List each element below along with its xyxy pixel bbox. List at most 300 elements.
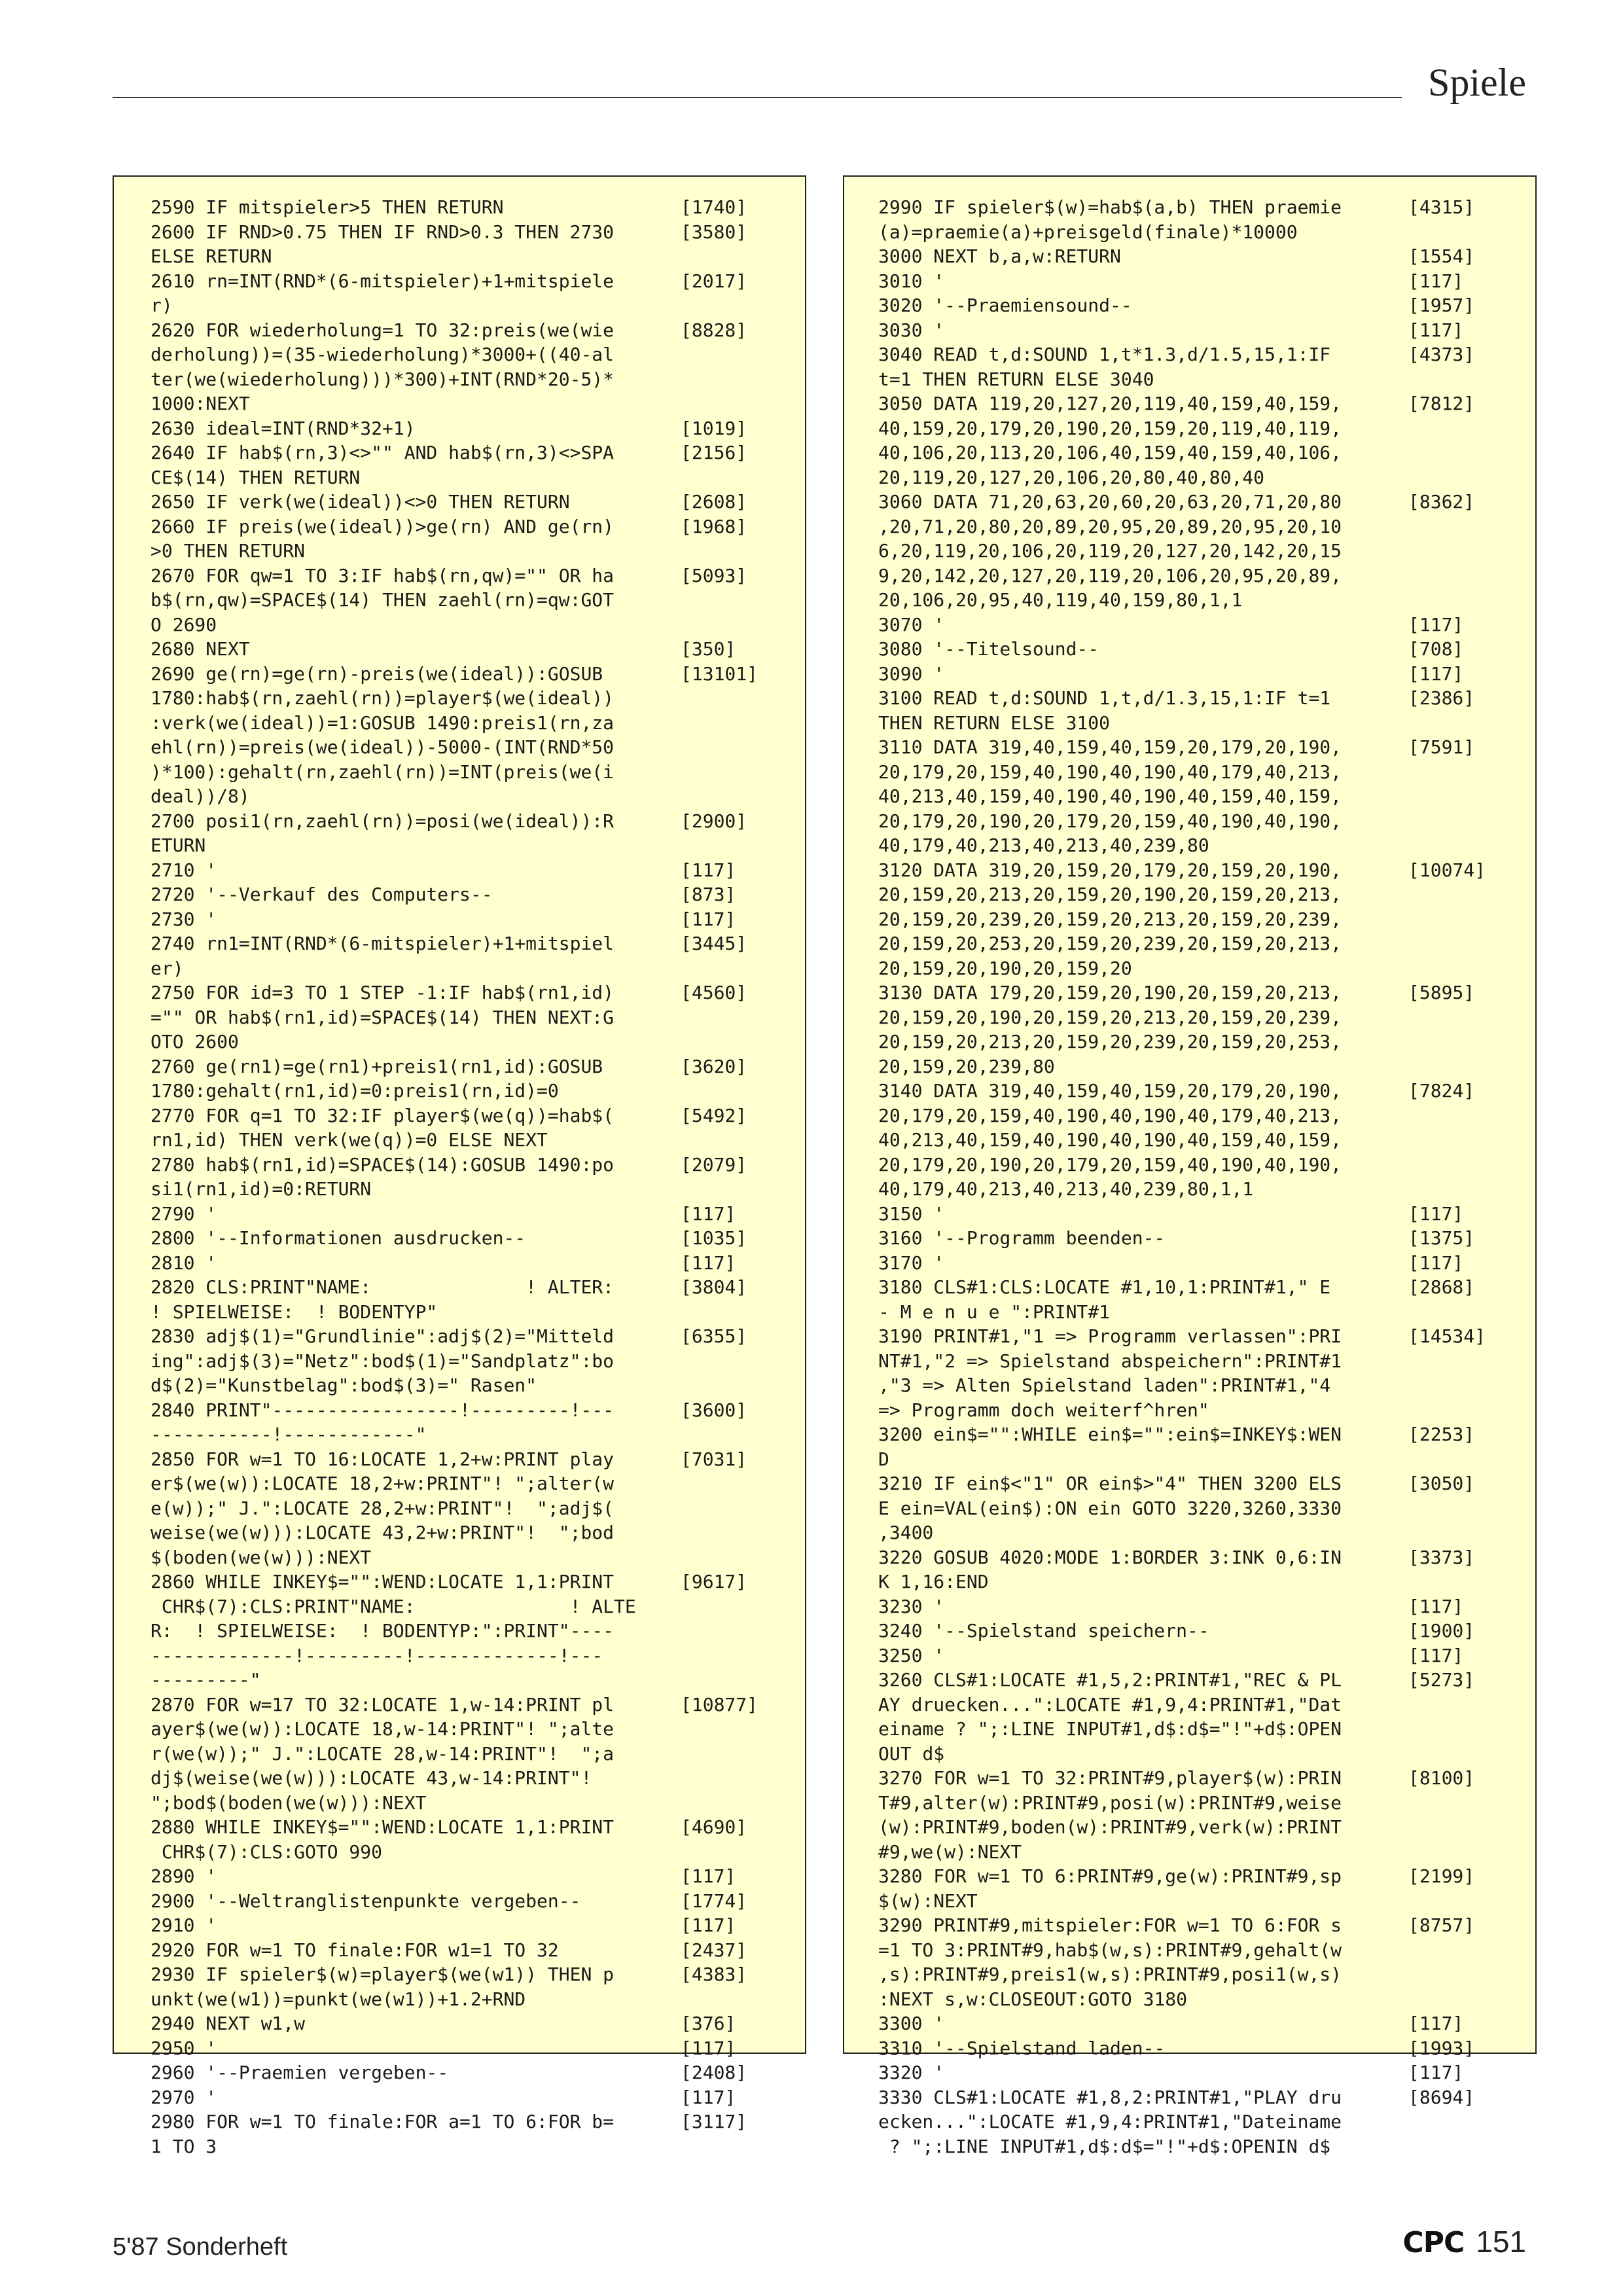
listing-line: [151, 1005, 785, 1030]
code-text: 20,159,20,253,20,159,20,239,20,159,20,213,: [878, 933, 1342, 954]
listing-line: [878, 882, 1513, 907]
listing-line: [151, 1226, 785, 1251]
listing-line: [878, 1766, 1513, 1791]
code-text: 3090 ': [878, 662, 945, 685]
code-text: ,"3 => Alten Spielstand laden":PRINT#1,"4: [878, 1374, 1331, 1396]
code-text: )*100):gehalt(rn,zaehl(rn))=INT(preis(we(i: [151, 761, 615, 783]
listing-line: [151, 1373, 785, 1398]
listing-line: [151, 1422, 785, 1447]
code-text: ! SPIELWEISE: ! BODENTYP": [151, 1300, 438, 1323]
listing-line: [878, 1030, 1513, 1054]
listing-line: [878, 1447, 1513, 1472]
checksum: [5492]: [681, 1104, 747, 1126]
listing-panel-right: [843, 175, 1537, 2157]
listing-line: [878, 1373, 1513, 1398]
code-text: 1780:hab$(rn,zaehl(rn))=player$(we(ideal)): [151, 687, 615, 709]
code-text: 3260 CLS#1:LOCATE #1,5,2:PRINT#1,"REC & PL: [878, 1669, 1342, 1691]
listing-line: [151, 784, 785, 809]
listing-line: [878, 1005, 1513, 1030]
listing-line: [878, 539, 1513, 564]
checksum: [708]: [1408, 638, 1464, 660]
listing-line: [878, 980, 1513, 1005]
code-text: 3210 IF ein$<"1" OR ein$>"4" THEN 3200 ELS: [878, 1473, 1342, 1494]
listing-line: [878, 1520, 1513, 1545]
code-text: 2850 FOR w=1 TO 16:LOCATE 1,2+w:PRINT play: [151, 1448, 615, 1470]
listing-line: [878, 1962, 1513, 1987]
checksum: [8757]: [1408, 1914, 1475, 1936]
listing-line: [878, 588, 1513, 613]
code-text: 20,106,20,95,40,119,40,159,80,1,1: [878, 589, 1243, 611]
listing-line: [878, 1815, 1513, 1840]
listing-line: [151, 1177, 785, 1202]
listing-line: [878, 1300, 1513, 1325]
checksum: [4560]: [681, 982, 747, 1003]
listing-line: [151, 1275, 785, 1300]
listing-line: [878, 1177, 1513, 1202]
page-number: 151: [1476, 2225, 1526, 2259]
code-text: OUT d$: [878, 1742, 945, 1765]
listing-line: [151, 760, 785, 785]
checksum: [5895]: [1408, 982, 1475, 1003]
code-text: K 1,16:END: [878, 1571, 989, 1592]
listing-line: [878, 220, 1513, 245]
code-text: 20,159,20,190,20,159,20,213,20,159,20,239,: [878, 1006, 1342, 1028]
listing-line: [878, 662, 1513, 687]
code-text: 3140 DATA 319,40,159,40,159,20,179,20,190,: [878, 1080, 1342, 1102]
checksum: [117]: [1408, 319, 1464, 341]
code-text: ";bod$(boden(we(w))):NEXT: [151, 1791, 427, 1814]
listing-line: [151, 490, 785, 514]
code-text: 2910 ': [151, 1914, 217, 1936]
listing-line: [151, 1153, 785, 1177]
code-text: 3070 ': [878, 613, 945, 636]
listing-line: [151, 564, 785, 588]
listing-line: [151, 440, 785, 465]
listing-line: [151, 1889, 785, 1914]
checksum: [1375]: [1408, 1227, 1475, 1249]
listing-line: [878, 637, 1513, 662]
listing-line: [878, 760, 1513, 785]
code-text: ,20,71,20,80,20,89,20,95,20,89,20,95,20,10: [878, 515, 1342, 537]
checksum: [117]: [1408, 1251, 1464, 1274]
code-text: 3290 PRINT#9,mitspieler:FOR w=1 TO 6:FOR s: [878, 1914, 1342, 1936]
listing-line: [151, 367, 785, 392]
checksum: [6355]: [681, 1325, 747, 1347]
listing-line: [878, 367, 1513, 392]
listing-line: [151, 2109, 785, 2134]
listing-line: [878, 1471, 1513, 1496]
code-text: 3330 CLS#1:LOCATE #1,8,2:PRINT#1,"PLAY dru: [878, 2086, 1342, 2108]
checksum: [1900]: [1408, 1620, 1475, 1641]
listing-line: [151, 1030, 785, 1054]
checksum: [1774]: [681, 1890, 747, 1912]
code-text: d$(2)="Kunstbelag":bod$(3)=" Rasen": [151, 1374, 537, 1396]
listing-line: [151, 269, 785, 294]
listing-line: [151, 1079, 785, 1103]
code-text: 3160 '--Programm beenden--: [878, 1227, 1166, 1249]
listing-line: [151, 1471, 785, 1496]
checksum: [3050]: [1408, 1473, 1475, 1494]
checksum: [1968]: [681, 515, 747, 537]
listing-line: [878, 465, 1513, 490]
listing-line: [878, 490, 1513, 514]
checksum: [117]: [1408, 2062, 1464, 2083]
listing-line: [878, 1398, 1513, 1423]
listing-line: [151, 1128, 785, 1153]
listing-line: [878, 711, 1513, 736]
listing-line: [151, 416, 785, 441]
code-text: 2760 ge(rn1)=ge(rn1)+preis1(rn1,id):GOSUB: [151, 1055, 603, 1077]
listing-line: [151, 1987, 785, 2012]
checksum: [117]: [681, 859, 736, 881]
code-text: 3150 ': [878, 1202, 945, 1225]
code-text: einame ? ";:LINE INPUT#1,d$:d$="!"+d$:OPEN: [878, 1718, 1342, 1740]
code-text: 2730 ': [151, 908, 217, 930]
code-text: 2780 hab$(rn1,id)=SPACE$(14):GOSUB 1490:po: [151, 1153, 615, 1175]
listing-line: [878, 2036, 1513, 2061]
checksum: [4690]: [681, 1816, 747, 1838]
checksum: [7591]: [1408, 736, 1475, 758]
code-text: deal))/8): [151, 785, 250, 807]
checksum: [7824]: [1408, 1080, 1475, 1102]
code-text: ehl(rn))=preis(we(ideal))-5000-(INT(RND*50: [151, 736, 615, 758]
listing-line: [878, 1349, 1513, 1374]
listing-line: [151, 1913, 785, 1938]
listing-line: [151, 1815, 785, 1840]
code-text: 3020 '--Praemiensound--: [878, 295, 1132, 316]
code-text: 3250 ': [878, 1644, 945, 1666]
code-text: 1000:NEXT: [151, 393, 250, 414]
listing-line: [878, 613, 1513, 637]
listing-line: [878, 564, 1513, 588]
code-text: 2660 IF preis(we(ideal))>ge(rn) AND ge(rn): [151, 515, 615, 537]
listing-line: [151, 1594, 785, 1619]
listing-line: [151, 2134, 785, 2159]
listing-line: [151, 195, 785, 220]
listing-line: [878, 1128, 1513, 1153]
cpc-logo: CPC: [1402, 2226, 1465, 2259]
code-text: 3050 DATA 119,20,127,20,119,40,159,40,159,: [878, 393, 1342, 414]
checksum: [117]: [1408, 270, 1464, 292]
checksum: [8828]: [681, 319, 747, 341]
code-text: 2800 '--Informationen ausdrucken--: [151, 1227, 526, 1249]
listing-line: [878, 318, 1513, 343]
listing-line: [878, 2134, 1513, 2159]
checksum: [8694]: [1408, 2086, 1475, 2108]
listing-line: [151, 735, 785, 760]
code-text: 20,179,20,190,20,179,20,159,40,190,40,190,: [878, 810, 1342, 832]
code-text: ---------": [151, 1669, 261, 1691]
listing-line: [151, 1962, 785, 1987]
checksum: [3445]: [681, 933, 747, 954]
checksum: [2437]: [681, 1939, 747, 1961]
listing-line: [151, 833, 785, 858]
code-text: 3240 '--Spielstand speichern--: [878, 1620, 1209, 1641]
listing-line: [151, 956, 785, 981]
code-text: 2820 CLS:PRINT"NAME: ! ALTER:: [151, 1276, 615, 1298]
checksum: [117]: [681, 2086, 736, 2108]
code-text: 3180 CLS#1:CLS:LOCATE #1,10,1:PRINT#1," E: [878, 1276, 1331, 1298]
listing-line: [878, 1496, 1513, 1521]
checksum: [2253]: [1408, 1424, 1475, 1445]
checksum: [2156]: [681, 442, 747, 463]
listing-line: [878, 1717, 1513, 1742]
listing-line: [878, 1570, 1513, 1594]
listing-line: [151, 318, 785, 343]
listing-line: [878, 1226, 1513, 1251]
code-text: 20,159,20,190,20,159,20: [878, 957, 1132, 979]
listing-line: [878, 735, 1513, 760]
code-text: 2840 PRINT"-----------------!---------!---: [151, 1399, 615, 1421]
listing-line: [878, 1693, 1513, 1717]
code-text: 2930 IF spieler$(w)=player$(we(w1)) THEN p: [151, 1964, 615, 1985]
listing-line: [151, 907, 785, 932]
code-text: 20,159,20,239,80: [878, 1055, 1055, 1077]
code-text: derholung))=(35-wiederholung)*3000+((40-al: [151, 344, 615, 365]
checksum: [117]: [681, 1865, 736, 1887]
listing-line: [151, 711, 785, 736]
checksum: [1035]: [681, 1227, 747, 1249]
checksum: [3600]: [681, 1399, 747, 1421]
listing-line: [151, 1693, 785, 1717]
listing-line: [878, 1202, 1513, 1227]
code-text: 2700 posi1(rn,zaehl(rn))=posi(we(ideal)):R: [151, 810, 615, 832]
code-text: 40,179,40,213,40,213,40,239,80: [878, 834, 1209, 856]
code-text: 2940 NEXT w1,w: [151, 2013, 306, 2034]
listing-line: [151, 465, 785, 490]
code-text: 2900 '--Weltranglistenpunkte vergeben--: [151, 1890, 581, 1912]
code-text: $(boden(we(w))):NEXT: [151, 1546, 372, 1568]
checksum: [5093]: [681, 564, 747, 586]
checksum: [8100]: [1408, 1767, 1475, 1789]
code-text: 2710 ': [151, 859, 217, 881]
code-text: 3120 DATA 319,20,159,20,179,20,159,20,190,: [878, 859, 1342, 881]
listing-panel-left: [113, 175, 806, 2157]
code-text: rn1,id) THEN verk(we(q))=0 ELSE NEXT: [151, 1129, 548, 1151]
code-text: 6,20,119,20,106,20,119,20,127,20,142,20,15: [878, 540, 1342, 562]
code-text: 40,213,40,159,40,190,40,190,40,159,40,159,: [878, 785, 1342, 807]
code-text: ETURN: [151, 834, 206, 856]
code-text: 3190 PRINT#1,"1 => Programm verlassen":PRI: [878, 1325, 1342, 1347]
code-text: 3230 ': [878, 1595, 945, 1617]
code-text: CHR$(7):CLS:PRINT"NAME: ! ALTE: [151, 1595, 636, 1617]
listing-line: [878, 1987, 1513, 2012]
code-text: 3010 ': [878, 270, 945, 292]
checksum: [117]: [1408, 662, 1464, 685]
listing-line: [878, 195, 1513, 220]
code-text: 2610 rn=INT(RND*(6-mitspieler)+1+mitspiele: [151, 270, 615, 292]
listing-line: [151, 980, 785, 1005]
listing-line: [878, 514, 1513, 539]
code-text: AY druecken...":LOCATE #1,9,4:PRINT#1,"Dat: [878, 1693, 1342, 1715]
checksum: [350]: [681, 638, 736, 660]
listing-line: [151, 1251, 785, 1276]
checksum: [7812]: [1408, 393, 1475, 414]
listing-line: [151, 514, 785, 539]
listing-line: [151, 1864, 785, 1889]
checksum: [2608]: [681, 491, 747, 512]
listing-line: [878, 269, 1513, 294]
code-text: er$(we(w)):LOCATE 18,2+w:PRINT"! ";alter(w: [151, 1473, 615, 1494]
listing-line: [878, 1864, 1513, 1889]
listing-line: [878, 2060, 1513, 2085]
code-text: t=1 THEN RETURN ELSE 3040: [878, 368, 1154, 390]
code-text: R: ! SPIELWEISE: ! BODENTYP:":PRINT"----: [151, 1620, 615, 1641]
code-text: 2740 rn1=INT(RND*(6-mitspieler)+1+mitspiel: [151, 933, 615, 954]
listing-line: [151, 1668, 785, 1693]
listing-line: [878, 1079, 1513, 1103]
code-text: 3000 NEXT b,a,w:RETURN: [878, 245, 1121, 267]
code-text: ,3400: [878, 1522, 934, 1543]
listing-line: [151, 1643, 785, 1668]
code-text: => Programm doch weiterf^hren": [878, 1399, 1209, 1421]
checksum: [117]: [1408, 1644, 1464, 1666]
checksum: [117]: [1408, 613, 1464, 636]
code-text: 3300 ': [878, 2013, 945, 2034]
listing-line: [151, 293, 785, 318]
code-text: :verk(we(ideal))=1:GOSUB 1490:preis1(rn,za: [151, 711, 615, 734]
listing-line: [151, 931, 785, 956]
code-text: 2770 FOR q=1 TO 32:IF player$(we(q))=hab$(: [151, 1104, 615, 1126]
code-text: ELSE RETURN: [151, 245, 272, 267]
issue-label: 5'87 Sonderheft: [113, 2233, 288, 2261]
code-text: ing":adj$(3)="Netz":bod$(1)="Sandplatz":bo: [151, 1350, 615, 1372]
code-text: 20,179,20,190,20,179,20,159,40,190,40,190,: [878, 1153, 1342, 1175]
checksum: [10074]: [1408, 859, 1486, 881]
listing-line: [878, 1594, 1513, 1619]
checksum: [2079]: [681, 1153, 747, 1175]
listing-line: [878, 2085, 1513, 2110]
code-text: 20,179,20,159,40,190,40,190,40,179,40,213,: [878, 1104, 1342, 1126]
listing-line: [151, 588, 785, 613]
checksum: [376]: [681, 2013, 736, 2034]
code-text: 2860 WHILE INKEY$="":WEND:LOCATE 1,1:PRINT: [151, 1571, 615, 1592]
listing-line: [878, 1103, 1513, 1128]
code-text: 2600 IF RND>0.75 THEN IF RND>0.3 THEN 2730: [151, 221, 615, 243]
checksum: [117]: [681, 1914, 736, 1936]
listing-line: [878, 2011, 1513, 2036]
code-text: ayer$(we(w)):LOCATE 18,w-14:PRINT"! ";alte: [151, 1718, 615, 1740]
code-text: 20,179,20,159,40,190,40,190,40,179,40,213,: [878, 761, 1342, 783]
code-text: r): [151, 295, 173, 316]
listing-line: [151, 1103, 785, 1128]
code-text: #9,we(w):NEXT: [878, 1840, 1022, 1863]
code-text: -----------!------------": [151, 1424, 427, 1445]
code-text: e(w));" J.":LOCATE 28,2+w:PRINT"! ";adj$(: [151, 1497, 615, 1519]
code-text: 2720 '--Verkauf des Computers--: [151, 884, 493, 905]
code-text: THEN RETURN ELSE 3100: [878, 711, 1111, 734]
listing-line: [151, 1742, 785, 1767]
listing-line: [151, 1324, 785, 1349]
listing-line: [878, 244, 1513, 269]
code-text: CHR$(7):CLS:GOTO 990: [151, 1840, 383, 1863]
listing-line: [151, 613, 785, 637]
code-text: D: [878, 1448, 889, 1470]
listing-line: [151, 1791, 785, 1816]
code-text: 3130 DATA 179,20,159,20,190,20,159,20,213,: [878, 982, 1342, 1003]
listing-line: [878, 440, 1513, 465]
code-text: (a)=praemie(a)+preisgeld(finale)*10000: [878, 221, 1298, 243]
listing-line: [878, 1619, 1513, 1643]
header-rule: [113, 97, 1402, 98]
code-text: (w):PRINT#9,boden(w):PRINT#9,verk(w):PRINT: [878, 1816, 1342, 1838]
code-text: E ein=VAL(ein$):ON ein GOTO 3220,3260,3330: [878, 1497, 1342, 1519]
listing-line: [151, 1349, 785, 1374]
code-listing-right: [878, 195, 1513, 2159]
footer-branding: [1402, 2224, 1526, 2259]
listing-line: [878, 833, 1513, 858]
code-text: 2990 IF spieler$(w)=hab$(a,b) THEN praemie: [878, 196, 1342, 218]
listing-line: [151, 1398, 785, 1423]
checksum: [3580]: [681, 221, 747, 243]
listing-line: [151, 1202, 785, 1227]
listing-line: [151, 1938, 785, 1963]
code-text: 3060 DATA 71,20,63,20,60,20,63,20,71,20,80: [878, 491, 1342, 512]
code-listing-left: [151, 195, 785, 2159]
listing-line: [151, 2085, 785, 2110]
code-text: 3080 '--Titelsound--: [878, 638, 1099, 660]
listing-line: [151, 882, 785, 907]
listing-line: [878, 858, 1513, 883]
code-text: 2810 ': [151, 1251, 217, 1274]
code-text: 2890 ': [151, 1865, 217, 1887]
code-text: 2650 IF verk(we(ideal))<>0 THEN RETURN: [151, 491, 570, 512]
listing-line: [151, 662, 785, 687]
checksum: [1740]: [681, 196, 747, 218]
listing-line: [151, 2011, 785, 2036]
checksum: [13101]: [681, 662, 758, 685]
code-text: 2630 ideal=INT(RND*32+1): [151, 417, 416, 439]
listing-line: [878, 686, 1513, 711]
code-text: OTO 2600: [151, 1031, 239, 1052]
checksum: [4373]: [1408, 344, 1475, 365]
listing-line: [151, 2060, 785, 2085]
listing-line: [151, 539, 785, 564]
checksum: [5273]: [1408, 1669, 1475, 1691]
listing-line: [151, 342, 785, 367]
code-text: er): [151, 957, 184, 979]
checksum: [2408]: [681, 2062, 747, 2083]
listing-line: [878, 1054, 1513, 1079]
code-text: NT#1,"2 => Spielstand abspeichern":PRINT#1: [878, 1350, 1342, 1372]
code-text: 20,119,20,127,20,106,20,80,40,80,40: [878, 466, 1265, 488]
checksum: [117]: [1408, 1202, 1464, 1225]
code-text: >0 THEN RETURN: [151, 540, 306, 562]
checksum: [10877]: [681, 1693, 758, 1715]
checksum: [3620]: [681, 1055, 747, 1077]
checksum: [117]: [681, 1251, 736, 1274]
checksum: [1957]: [1408, 295, 1475, 316]
code-text: 2690 ge(rn)=ge(rn)-preis(we(ideal)):GOSUB: [151, 662, 603, 685]
listing-line: [151, 1717, 785, 1742]
code-text: $(w):NEXT: [878, 1890, 978, 1912]
code-text: 2880 WHILE INKEY$="":WEND:LOCATE 1,1:PRINT: [151, 1816, 615, 1838]
checksum: [4315]: [1408, 196, 1475, 218]
code-text: 3220 GOSUB 4020:MODE 1:BORDER 3:INK 0,6:IN: [878, 1546, 1342, 1568]
code-text: 40,213,40,159,40,190,40,190,40,159,40,159,: [878, 1129, 1342, 1151]
listing-line: [878, 1545, 1513, 1570]
code-text: 2590 IF mitspieler>5 THEN RETURN: [151, 196, 504, 218]
listing-line: [878, 1889, 1513, 1914]
code-text: 3030 ': [878, 319, 945, 341]
code-text: 40,159,20,179,20,190,20,159,20,119,40,119,: [878, 417, 1342, 439]
listing-line: [878, 416, 1513, 441]
code-text: r(we(w));" J.":LOCATE 28,w-14:PRINT"! ";a: [151, 1742, 615, 1765]
listing-line: [151, 1545, 785, 1570]
checksum: [1993]: [1408, 2037, 1475, 2059]
checksum: [2868]: [1408, 1276, 1475, 1298]
checksum: [117]: [681, 1202, 736, 1225]
